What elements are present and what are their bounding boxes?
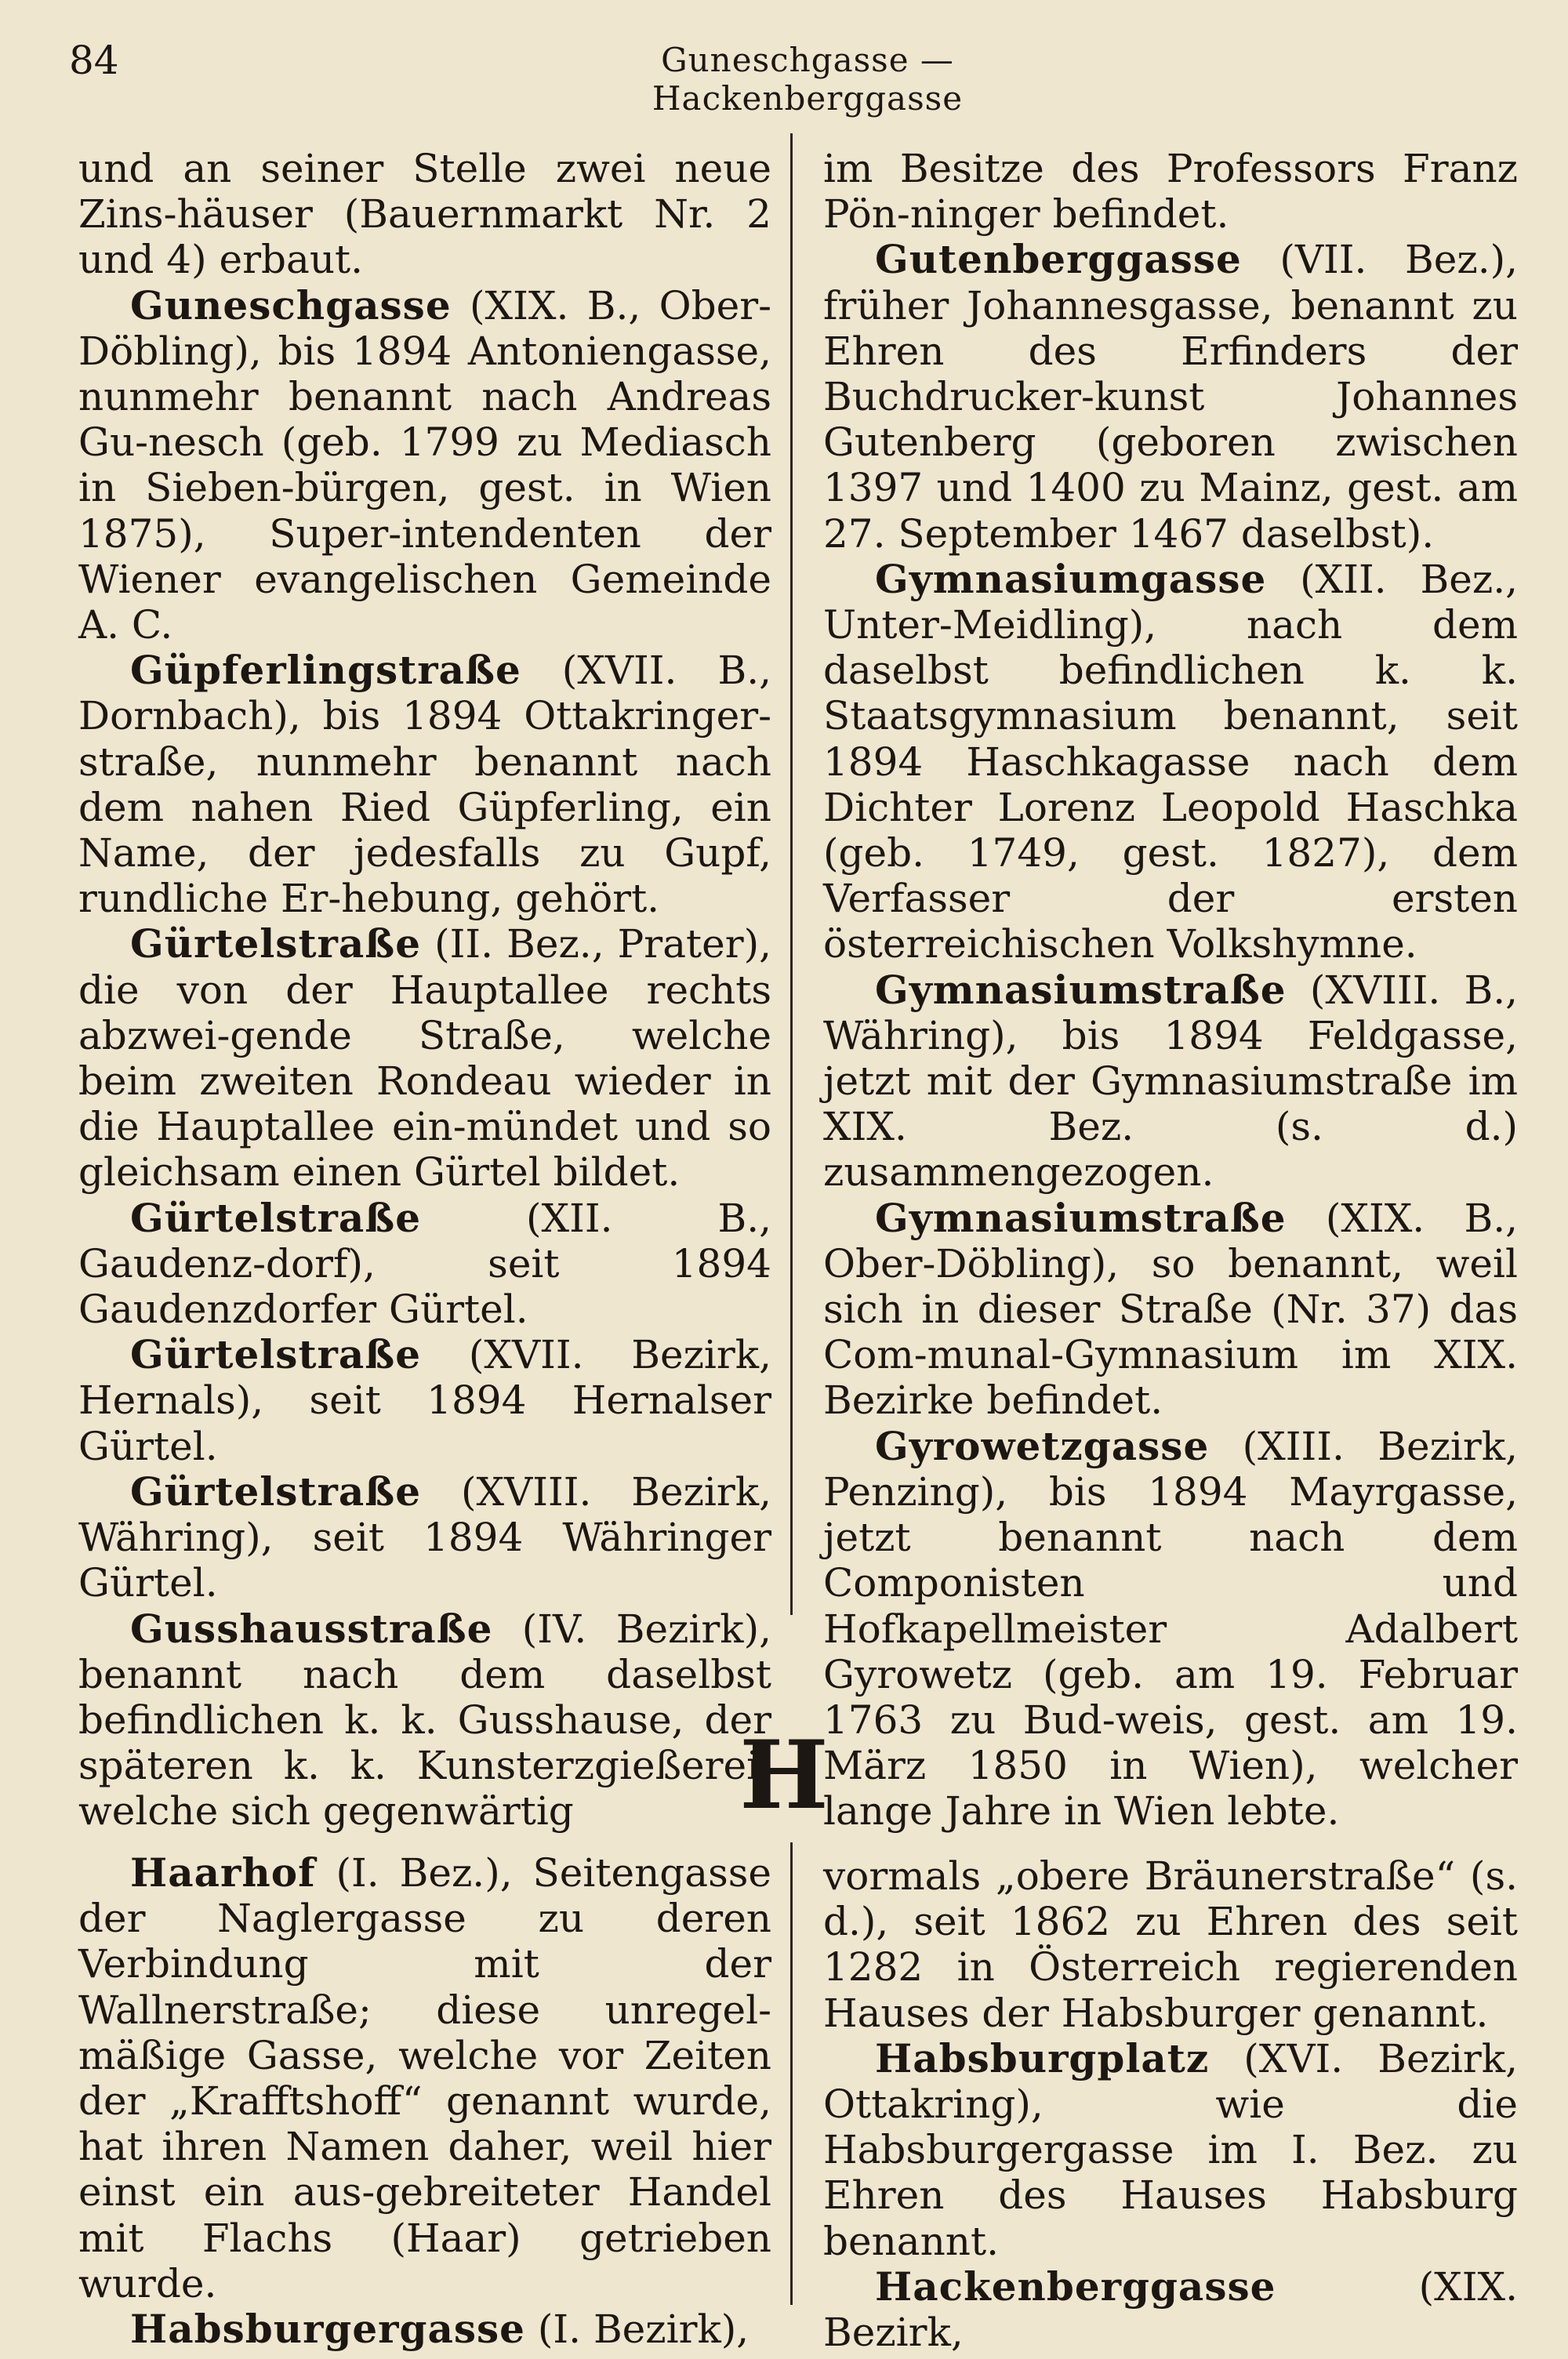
entry: Guneschgasse (XIX. B., Ober-Döbling), bis 1894 Antoniengasse, nunmehr benannt nach Andreas Gu-nesch (geb. 1799 zu Mediasch in Sieben-bürgen, gest. in Wien 1875), Super-intendenten der Wiener evangelischen Gemeinde A. C. [78,281,771,648]
entry: Habsburgergasse (I. Bezirk), [130,2306,750,2353]
entry: Habsburgplatz (XVI. Bezirk, Ottakring), wie die Habsburgergasse im I. Bez. zu Ehren des Hauses Habsburg benannt. [823,2034,1518,2264]
column-divider-top [790,133,793,1615]
entry: Haarhof (I. Bez.), Seitengasse der Naglergasse zu deren Verbindung mit der Wallnerstraße; diese unregel-mäßige Gasse, welche vor Zeiten der „Krafftshoff“ genannt wurde, hat ihren Namen daher, weil hier einst ein aus-gebreiteter Handel mit Flachs (Haar) getrieben wurde. [78,1849,771,2306]
column-bottom-right [823,1853,1518,2355]
entry-headword: Gutenberggasse [875,236,1242,283]
column-divider-bottom [790,1842,793,2305]
entry-headword: Gusshausstraße [130,1605,493,1652]
entry: Gusshausstraße (IV. Bezirk), benannt nach dem daselbst befindlichen k. k. Gusshause, der späteren k. k. Kunsterzgießerei, welche sich gegenwärtig [78,1605,771,1835]
entry: Gürtelstraße (II. Bez., Prater), die von der Hauptallee rechts abzwei-gende Straße, welche beim zweiten Rondeau wieder in die Hauptallee ein-mündet und so gleichsam einen Gürtel bildet. [78,920,771,1196]
column-bottom-left [78,1850,771,2352]
page-number: 84 [69,38,119,83]
entry: Gürtelstraße (XVII. Bezirk, Hernals), seit 1894 Hernalser Gürtel. [78,1331,771,1469]
entry: Gymnasiumstraße (XIX. B., Ober-Döbling), so benannt, weil sich in dieser Straße (Nr. 37) das Com-munal-Gymnasium im XIX. Bezirke befindet. [823,1194,1518,1424]
entry-headword: Gürtelstraße [130,920,422,967]
entry-headword: Hackenberggasse [875,2263,1276,2310]
entry: Gürtelstraße (XVIII. Bezirk, Währing), seit 1894 Währinger Gürtel. [78,1468,771,1606]
running-title: Guneschgasse — Hackenberggasse [652,41,964,118]
entry-headword: Gyrowetzgasse [875,1422,1210,1469]
column-top-right [823,146,1518,1835]
entry: im Besitze des Professors Franz Pön-ninger befindet. [823,146,1518,238]
entry-headword: Guneschgasse [130,281,452,328]
entry: Gyrowetzgasse (XIII. Bezirk, Penzing), bis 1894 Mayrgasse, jetzt benannt nach dem Componisten und Hofkapellmeister Adalbert Gyrowetz (geb. am 19. Februar 1763 zu Bud-weis, gest. am 19. März 1850 in Wien), welcher lange Jahre in Wien lebte. [823,1422,1518,1835]
entry: Gutenberggasse (VII. Bez.), früher Johannesgasse, benannt zu Ehren des Erfinders der Buchdrucker-kunst Johannes Gutenberg (geboren zwischen 1397 und 1400 zu Mainz, gest. am 27. September 1467 daselbst). [823,236,1518,557]
column-top-left [78,146,771,1835]
entry-headword: Güpferlingstraße [130,647,521,694]
entry: Güpferlingstraße (XVII. B., Dornbach), bis 1894 Ottakringer-straße, nunmehr benannt nach dem nahen Ried Güpferling, ein Name, der jedesfalls zu Gupf, rundliche Er-hebung, gehört. [78,647,771,922]
entry-headword: Gymnasiumstraße [875,1194,1287,1241]
entry-headword: Gymnasiumstraße [875,966,1287,1013]
entry-headword: Gürtelstraße [130,1194,422,1241]
entry: vormals „obere Bräunerstraße“ (s. d.), seit 1862 zu Ehren des seit 1282 in Österreich regierenden Hauses der Habsburger genannt. [823,1853,1518,2036]
entry-headword: Gürtelstraße [130,1468,422,1515]
entry-headword: Gymnasiumgasse [875,555,1267,602]
entry: Gymnasiumgasse (XII. Bez., Unter-Meidling), nach dem daselbst befindlichen k. k. Staatsgymnasium benannt, seit 1894 Haschkagasse nach dem Dichter Lorenz Leopold Haschka (geb. 1749, gest. 1827), dem Verfasser der ersten österreichischen Volkshymne. [823,555,1518,967]
entry: Gymnasiumstraße (XVIII. B., Währing), bis 1894 Feldgasse, jetzt mit der Gymnasiumstraße im XIX. Bez. (s. d.) zusammengezogen. [823,966,1518,1196]
entry-headword: Gürtelstraße [130,1331,422,1378]
entry: Gürtelstraße (XII. B., Gaudenz-dorf), seit 1894 Gaudenzdorfer Gürtel. [78,1194,771,1333]
entry-headword: Habsburgplatz [875,2034,1210,2081]
entry: und an seiner Stelle zwei neue Zins-häuser (Bauernmarkt Nr. 2 und 4) erbaut. [78,146,771,283]
entry-headword: Habsburgergasse [130,2306,525,2353]
entry-headword: Haarhof [130,1849,316,1896]
section-letter: H [739,1720,829,1831]
entry: Hackenberggasse (XIX. Bezirk, [823,2263,1518,2356]
